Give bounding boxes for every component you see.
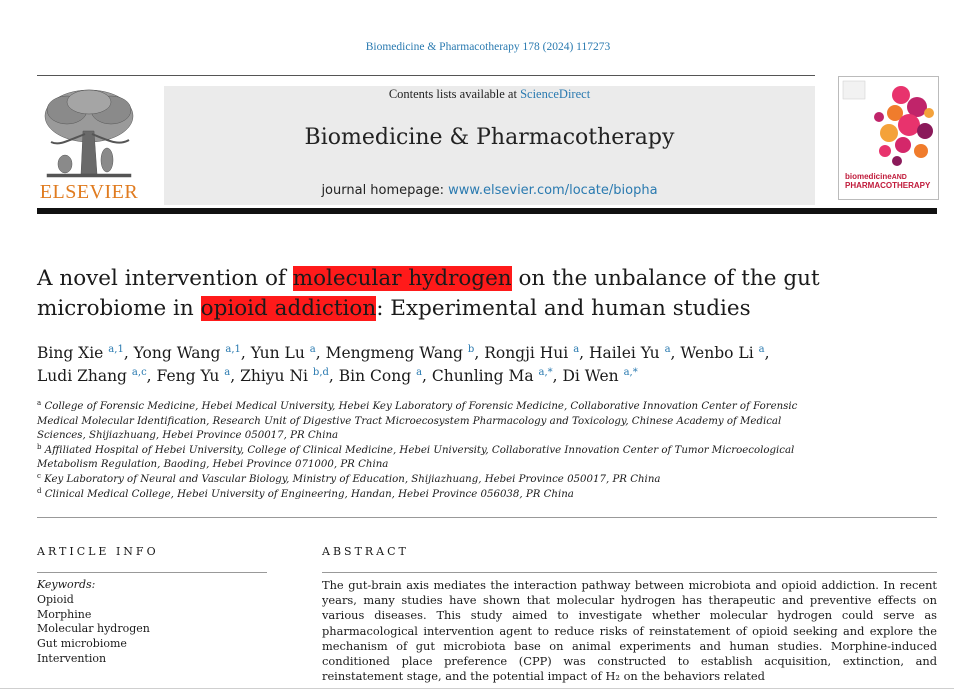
cover-title-suffix: AND [891,174,907,181]
affiliation-item [37,400,827,444]
author-affiliation-marker[interactable]: a [309,344,316,355]
top-divider [37,75,815,76]
author-affiliation-marker[interactable]: b [467,344,475,355]
author-list: Bing Xie $^{a,1}$, Yong Wang $^{a,1}$, Yun Lu $^a$, Mengmeng Wang $^b$, Rongji Hui $^a$, Hailei Yu $^a$, Wenbo Li $^a$, Ludi Zhang $^{a,c}$, Feng Yu $^a$, Zhiyu Ni $^{b,d}$, Bin Cong $^a$, Chunling Ma $^{a,*}$, Di Wen $^{a,*}$ [37,344,770,385]
author[interactable] [589,344,671,362]
title-part-2: on the unbalance of the gut microbiome in [37,266,820,321]
contents-prefix: Contents lists available at [388,87,521,101]
journal-citation[interactable]: Biomedicine & Pharmacotherapy 178 (2024) 117273 [365,41,611,53]
keywords-label: Keywords: [37,578,96,591]
affiliation-item [37,488,827,503]
article-title [37,264,917,324]
author-affiliation-marker[interactable]: a [224,367,231,378]
cover-title-line1: biomedicine [845,172,892,181]
author[interactable] [157,367,231,385]
author-name[interactable]: Zhiyu Ni [240,367,308,385]
abstract-heading: ABSTRACT [322,545,409,558]
author[interactable] [240,367,329,385]
affiliation-item [37,444,827,473]
author-name[interactable]: Yong Wang [133,344,221,362]
author-name[interactable]: Chunling Ma [431,367,534,385]
affiliation-text: College of Forensic Medicine, Hebei Medical University, Hebei Key Laboratory of Forensic Medicine, Collaborative Innovation Center of Forensic Medical Molecular Identification, Research Unit of Digestive Tract Microecosystem Pharmacology and Toxicology, Chinese Academy of Medical Sciences, Shijiazhuang, Hebei Province 050017, PR China [37,401,798,442]
affiliation-marker: a [37,399,42,407]
author[interactable] [134,344,241,362]
abstract-text: The gut-brain axis mediates the interaction pathway between microbiota and opioid addiction. In recent years, many studies have shown that molecular hydrogen has therapeutic and preventive effects on various diseases. This study aimed to investigate whether molecular hydrogen could serve as pharmacological intervention agent to reduce risks of reinstatement of opioid seeking and explore the mechanism of gut microbiota base on animal experiments and human studies. Morphine-induced conditioned place preference (CPP) was constructed to establish acquisition, extinction, and reinstatement stage, and the potential impact of H₂ on the behaviors related [322,578,937,684]
homepage-line [164,183,815,198]
author-affiliation-marker[interactable]: a,c [131,367,147,378]
affiliation-item [37,473,827,488]
cover-title [839,173,944,190]
author-affiliation-marker[interactable]: a [664,344,671,355]
journal-title: Biomedicine & Pharmacotherapy [304,125,675,150]
sciencedirect-link[interactable]: ScienceDirect [520,87,591,101]
author[interactable] [37,367,147,385]
affiliations [37,400,827,502]
author[interactable] [432,367,553,385]
title-highlight-molecular-hydrogen: molecular hydrogen [292,266,512,291]
cover-title-line2: PHARMACOTHERAPY [845,181,931,190]
keyword-list [37,593,267,667]
keyword-item: Opioid [37,592,74,606]
viewport-bottom-edge [0,688,954,689]
keyword-item: Gut microbiome [37,637,127,651]
title-highlight-opioid-addiction: opioid addiction [200,296,377,321]
author-affiliation-marker[interactable]: b,d [312,367,329,378]
abstract-divider [322,572,937,573]
author-affiliation-marker[interactable]: a,1 [108,344,124,355]
journal-cover[interactable] [838,76,939,200]
author-name[interactable]: Di Wen [562,367,619,385]
keyword-item: Molecular hydrogen [37,622,150,636]
author[interactable] [484,344,579,362]
affiliation-text: Affiliated Hospital of Hebei University, College of Clinical Medicine, Hebei University, Collaborative Innovation Center of Tumor Microecological Metabolism Regulation, Baoding, Hebei Province 071000, PR China [37,444,795,471]
author-affiliation-marker[interactable]: a,* [538,367,553,378]
author-name[interactable]: Bin Cong [338,367,412,385]
author-name[interactable]: Rongji Hui [484,344,569,362]
author-name[interactable]: Ludi Zhang [37,367,127,385]
affiliation-text: Clinical Medical College, Hebei University of Engineering, Handan, Hebei Province 056038, PR China [44,488,574,500]
article-info-heading: ARTICLE INFO [37,545,159,558]
author[interactable] [37,344,124,362]
affiliation-marker: c [37,471,41,480]
author-name[interactable]: Wenbo Li [680,344,754,362]
title-part-1: A novel intervention of [37,266,293,291]
section-divider [37,517,937,518]
keywords-block [37,578,267,667]
author[interactable] [563,367,638,385]
keyword-item: Morphine [37,607,92,621]
homepage-prefix: journal homepage: [321,183,449,198]
affiliation-marker: b [37,442,42,451]
author-name[interactable]: Mengmeng Wang [325,344,463,362]
author-affiliation-marker[interactable]: a [416,367,423,378]
author[interactable] [339,367,422,385]
author-affiliation-marker[interactable]: a [573,344,580,355]
elsevier-wordmark: ELSEVIER [39,181,139,203]
author[interactable] [680,344,764,362]
article-info-divider [37,572,267,573]
author-affiliation-marker[interactable]: a,* [623,367,638,378]
title-part-3: : Experimental and human studies [376,296,751,321]
author-name[interactable]: Bing Xie [37,344,104,362]
author-name[interactable]: Yun Lu [250,344,305,362]
keyword-item: Intervention [37,651,107,665]
affiliation-marker: d [37,486,42,495]
author-affiliation-marker[interactable]: a,1 [225,344,241,355]
contents-line [164,87,815,102]
author[interactable] [251,344,316,362]
author-affiliation-marker[interactable]: a [758,344,765,355]
header-thick-divider [37,208,937,214]
affiliation-text: Key Laboratory of Neural and Vascular Biology, Ministry of Education, Shijiazhuang, Hebei Province 050017, PR China [44,473,661,485]
homepage-link[interactable]: www.elsevier.com/locate/biopha [448,183,658,198]
author-name[interactable]: Feng Yu [156,367,220,385]
author-name[interactable]: Hailei Yu [589,344,660,362]
author[interactable] [326,344,475,362]
